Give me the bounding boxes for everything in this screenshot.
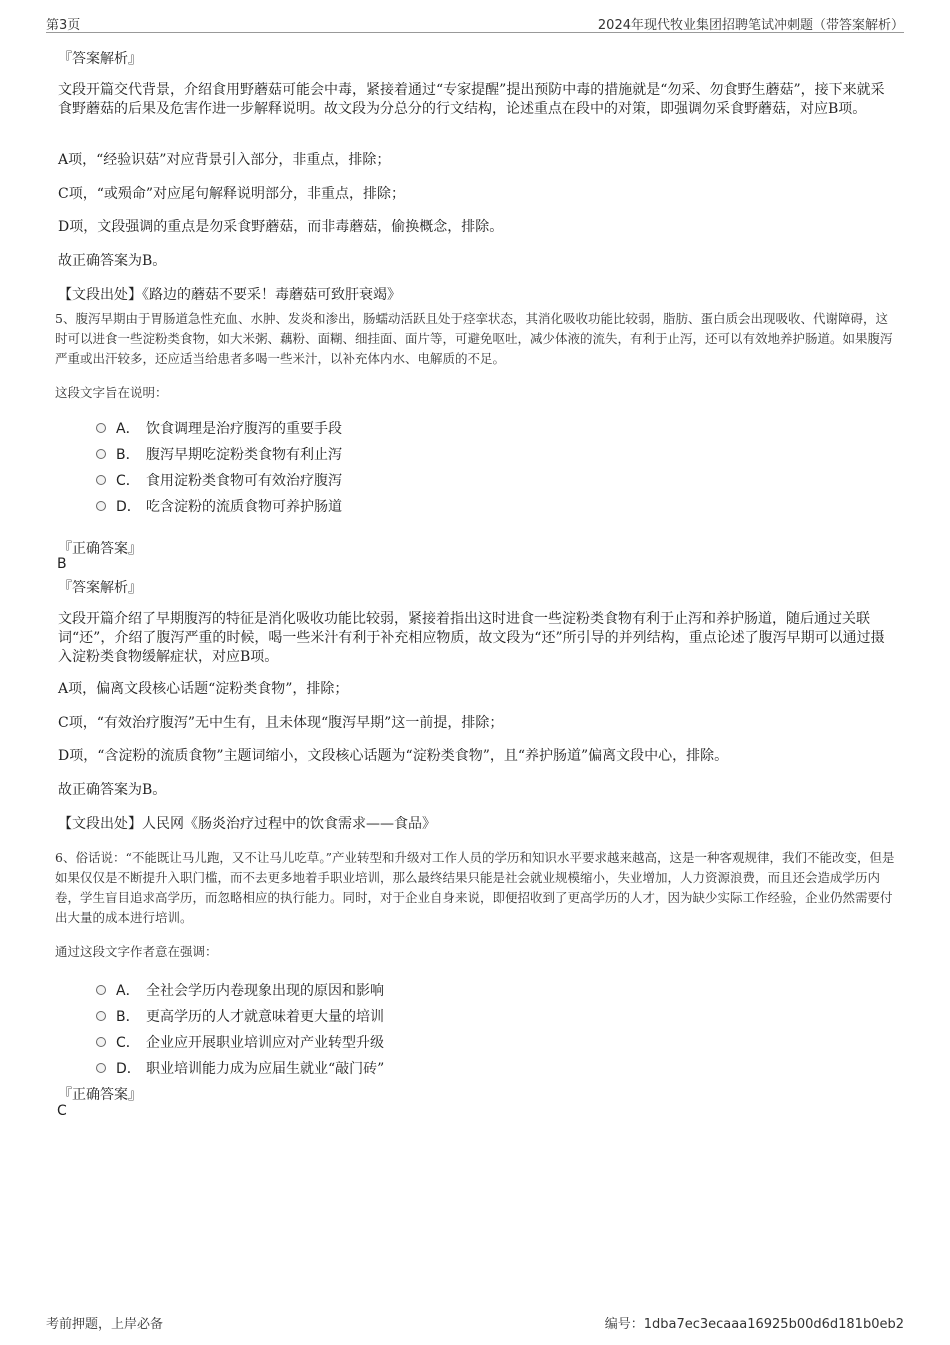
q4-conclusion: 故正确答案为B。: [58, 253, 167, 269]
q6-prompt: 通过这段文字作者意在强调：: [55, 944, 218, 959]
radio-icon[interactable]: [96, 449, 106, 459]
footer-slogan: 考前押题，上岸必备: [46, 1317, 164, 1332]
radio-icon[interactable]: [96, 1011, 106, 1021]
q6-option-a[interactable]: A． 全社会学历内卷现象出现的原因和影响: [96, 980, 384, 1000]
q5-analysis-label: 『答案解析』: [58, 580, 142, 596]
q6-option-b[interactable]: B． 更高学历的人才就意味着更大量的培训: [96, 1006, 384, 1026]
radio-icon[interactable]: [96, 423, 106, 433]
q5-prompt: 这段文字旨在说明：: [55, 385, 168, 400]
radio-icon[interactable]: [96, 475, 106, 485]
q4-option-d-analysis: D项，文段强调的重点是勿采食野蘑菇，而非毒蘑菇，偷换概念，排除。: [58, 219, 504, 235]
q5-option-c-analysis: C项，“有效治疗腹泻”无中生有，且未体现“腹泻早期”这一前提，排除；: [58, 715, 504, 731]
radio-icon[interactable]: [96, 501, 106, 511]
q5-conclusion: 故正确答案为B。: [58, 782, 167, 798]
document-code: 编号：1dba7ec3ecaaa16925b00d6d181b0eb2: [604, 1317, 904, 1332]
document-title: 2024年现代牧业集团招聘笔试冲刺题（带答案解析）: [597, 18, 904, 33]
q4-option-c-analysis: C项，“或殒命”对应尾句解释说明部分，非重点，排除；: [58, 186, 406, 202]
q4-analysis-label: 『答案解析』: [58, 51, 142, 67]
q5-option-c[interactable]: C． 食用淀粉类食物可有效治疗腹泻: [96, 470, 342, 490]
q5-option-d[interactable]: D． 吃含淀粉的流质食物可养护肠道: [96, 496, 342, 516]
radio-icon[interactable]: [96, 985, 106, 995]
q4-source: 【文段出处】《路边的蘑菇不要采！毒蘑菇可致肝衰竭》: [58, 287, 401, 303]
q5-option-b[interactable]: B． 腹泻早期吃淀粉类食物有利止泻: [96, 444, 342, 464]
radio-icon[interactable]: [96, 1063, 106, 1073]
q5-stem: 5、腹泻早期由于胃肠道急性充血、水肿、发炎和渗出，肠蠕动活跃且处于痉挛状态，其消化吸收功能比较弱，脂肪、蛋白质会出现吸收、代谢障碍，这时可以进食一些淀粉类食物，如大米粥、藕粉、面糊、细挂面、面片等，可避免呕吐，减少体液的流失，有利于止泻，还可以有效地养护肠道。如果腹泻严重或出汗较多，还应适当给患者多喝一些米汁，以补充体内水、电解质的不足。: [55, 311, 893, 366]
q6-correct-label: 『正确答案』: [58, 1087, 142, 1103]
q5-option-a[interactable]: A． 饮食调理是治疗腹泻的重要手段: [96, 418, 342, 438]
q5-correct-label: 『正确答案』: [58, 541, 142, 557]
q6-option-c[interactable]: C． 企业应开展职业培训应对产业转型升级: [96, 1032, 384, 1052]
q5-correct-answer: B: [57, 556, 67, 572]
q4-option-a-analysis: A项，“经验识菇”对应背景引入部分，非重点，排除；: [58, 152, 391, 168]
q5-option-a-analysis: A项，偏离文段核心话题“淀粉类食物”，排除；: [58, 681, 349, 697]
q6-correct-answer: C: [57, 1103, 67, 1119]
q5-analysis: 文段开篇介绍了早期腹泻的特征是消化吸收功能比较弱，紧接着指出这时进食一些淀粉类食物有利于止泻和养护肠道，随后通过关联词“还”，介绍了腹泻严重的时候，喝一些米汁有利于补充相应物质，故文段为“还”所引导的并列结构，重点论述了腹泻早期可以通过摄入淀粉类食物缓解症状，对应B项。: [58, 611, 885, 665]
page-number: 第3页: [46, 18, 81, 33]
radio-icon[interactable]: [96, 1037, 106, 1047]
q5-source: 【文段出处】人民网《肠炎治疗过程中的饮食需求——食品》: [58, 816, 436, 832]
q4-analysis: 文段开篇交代背景，介绍食用野蘑菇可能会中毒，紧接着通过“专家提醒”提出预防中毒的措施就是“勿采、勿食野生蘑菇”，接下来就采食野蘑菇的后果及危害作进一步解释说明。故文段为分总分的行文结构，论述重点在段中的对策，即强调勿采食野蘑菇，对应B项。: [58, 82, 885, 117]
q5-option-d-analysis: D项，“含淀粉的流质食物”主题词缩小，文段核心话题为“淀粉类食物”，且“养护肠道”偏离文段中心，排除。: [58, 748, 729, 764]
q6-option-d[interactable]: D． 职业培训能力成为应届生就业“敲门砖”: [96, 1058, 384, 1078]
q6-stem: 6、俗话说：“不能既让马儿跑，又不让马儿吃草。”产业转型和升级对工作人员的学历和知识水平要求越来越高，这是一种客观规律，我们不能改变，但是如果仅仅是不断提升入职门槛，而不去更多地着手职业培训，那么最终结果只能是社会就业规模缩小，失业增加，人力资源浪费，而且还会造成学历内卷，学生盲目追求高学历，而忽略相应的执行能力。同时，对于企业自身来说，即便招收到了更高学历的人才，因为缺少实际工作经验，企业仍然需要付出大量的成本进行培训。: [55, 850, 895, 925]
page-header: [46, 14, 904, 33]
